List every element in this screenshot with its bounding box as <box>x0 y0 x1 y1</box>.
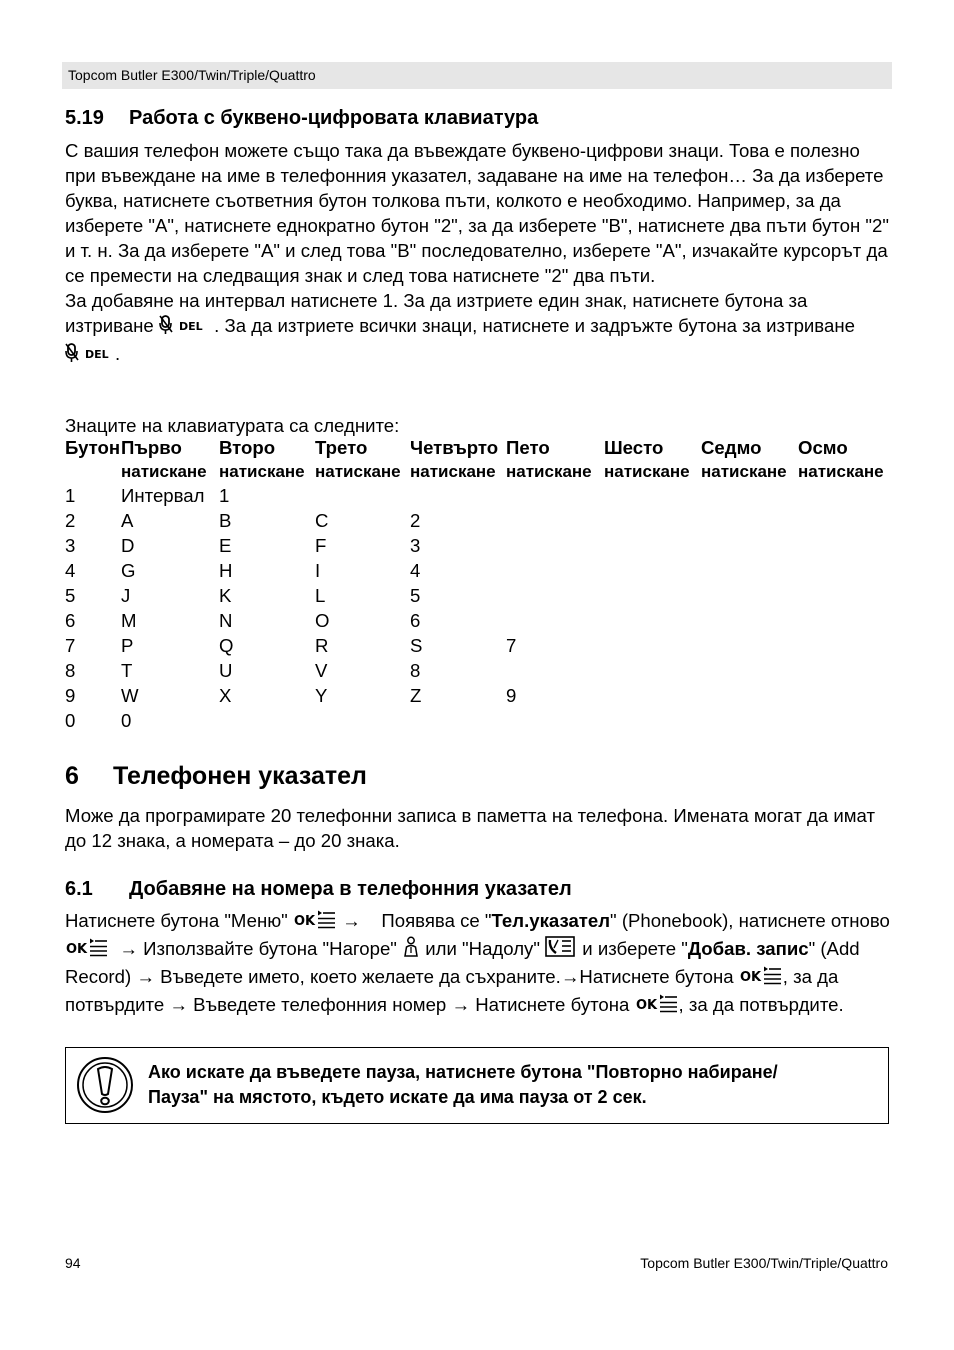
table-cell: 7 <box>65 635 76 656</box>
header-cell: Пето <box>506 437 550 458</box>
ok-menu-icon <box>739 966 783 992</box>
header-cell: Седмо <box>701 437 762 458</box>
svg-text:DEL: DEL <box>178 320 203 333</box>
subheader-cell: натискане <box>121 462 207 481</box>
svg-text:OK: OK <box>739 970 761 985</box>
table-cell: C <box>315 510 329 531</box>
subheader-cell: натискане <box>506 462 592 481</box>
svg-text:OK: OK <box>293 914 316 929</box>
table-cell: S <box>410 635 423 656</box>
table-cell: O <box>315 610 330 631</box>
table-cell: 3 <box>410 535 421 556</box>
table-cell: 6 <box>65 610 76 631</box>
table-cell: 1 <box>219 485 230 506</box>
table-cell: 1 <box>65 485 76 506</box>
section-number: 5.19 <box>65 107 104 129</box>
table-cell: A <box>121 510 134 531</box>
svg-text:DEL: DEL <box>85 348 109 361</box>
arrow: → <box>169 994 188 1015</box>
section-number: 6.1 <box>65 878 93 900</box>
arrow: → <box>560 966 580 987</box>
header-cell: Трето <box>315 437 368 458</box>
down-calllog-icon <box>545 936 577 964</box>
subheader-cell: натискане <box>701 462 787 481</box>
section-title: Добавяне на номера в телефонния указател <box>129 878 572 900</box>
table-row <box>65 585 895 610</box>
footer-title: Topcom Butler E300/Twin/Triple/Quattro <box>640 1255 888 1271</box>
table-cell: 5 <box>65 585 76 606</box>
table-cell: H <box>219 560 233 581</box>
section-6-1-heading <box>65 878 572 901</box>
table-cell: G <box>121 560 136 581</box>
svg-text:OK: OK <box>66 942 88 957</box>
warning-icon <box>76 1056 134 1119</box>
mute-delete-icon <box>159 315 209 341</box>
table-row <box>65 560 895 585</box>
header-cell: Второ <box>219 437 276 458</box>
table-cell: K <box>219 585 232 606</box>
section-title: Работа с буквено-цифровата клавиатура <box>129 107 539 129</box>
note-text <box>148 1060 778 1110</box>
table-cell: 2 <box>410 510 421 531</box>
table-row <box>65 485 895 510</box>
section-6-heading <box>65 762 367 791</box>
table-row <box>65 535 895 560</box>
note-line: Пауза" на мястото, където искате да има пауза от 2 сек. <box>148 1087 647 1107</box>
section-6-body: Може да програмирате 20 телефонни записа в паметта на телефона. Имената могат да имат до 12 знака, а номерата – до 20 знака. <box>65 805 875 851</box>
table-intro: Знаците на клавиатурата са следните: <box>65 415 400 436</box>
subheader-cell: натискане <box>798 462 884 481</box>
table-cell: D <box>121 535 135 556</box>
arrow: → <box>451 994 471 1015</box>
table-cell: I <box>315 560 321 581</box>
table-cell: 8 <box>410 660 421 681</box>
ok-menu-icon <box>65 938 109 964</box>
header-cell: Осмо <box>798 437 848 458</box>
running-header <box>62 62 892 89</box>
table-cell: P <box>121 635 134 656</box>
arrow: → <box>136 966 155 987</box>
table-cell: Z <box>410 685 422 706</box>
table-cell: 7 <box>506 635 517 656</box>
svg-text:OK: OK <box>635 998 657 1013</box>
table-cell: W <box>121 685 139 706</box>
table-cell: 4 <box>65 560 76 581</box>
table-cell: T <box>121 660 133 681</box>
table-row <box>65 660 895 685</box>
table-cell: R <box>315 635 329 656</box>
keyboard-table <box>65 437 895 735</box>
table-cell: F <box>315 535 327 556</box>
table-row <box>65 710 895 735</box>
ok-menu-icon <box>293 910 337 936</box>
table-cell: E <box>219 535 232 556</box>
table-cell: 9 <box>65 685 76 706</box>
header-cell: Четвърто <box>410 437 499 458</box>
table-cell: J <box>121 585 131 606</box>
subheader-cell: натискане <box>410 462 496 481</box>
note-line: Ако искате да въведете пауза, натиснете бутона "Повторно набиране/ <box>148 1062 778 1082</box>
table-cell: B <box>219 510 232 531</box>
table-cell: 0 <box>121 710 132 731</box>
up-phonebook-icon <box>402 936 420 964</box>
paragraph-delete: За добавяне на интервал натиснете 1. За да изтриете един знак, натиснете бутона за изтриване DEL . За да изтриете всички знаци, натиснете и задръжте бутона за изтриване DEL . <box>65 288 895 369</box>
note-box <box>65 1047 889 1124</box>
table-row <box>65 635 895 660</box>
running-header-title: Topcom Butler E300/Twin/Triple/Quattro <box>68 67 316 83</box>
table-cell: M <box>121 610 137 631</box>
subheader-cell: натискане <box>604 462 690 481</box>
table-cell: 4 <box>410 560 421 581</box>
header-cell: Бутон <box>65 437 121 458</box>
table-cell: 3 <box>65 535 76 556</box>
subheader-cell: натискане <box>219 462 305 481</box>
table-cell: 0 <box>65 710 76 731</box>
table-row <box>65 510 895 535</box>
section-5-19-body <box>65 138 895 369</box>
table-cell: Y <box>315 685 328 706</box>
section-number: 6 <box>65 762 79 790</box>
table-cell: Q <box>219 635 234 656</box>
table-cell: L <box>315 585 326 606</box>
table-subheader-row <box>65 462 895 485</box>
header-cell: Първо <box>121 437 182 458</box>
table-cell: U <box>219 660 233 681</box>
page-number: 94 <box>65 1255 81 1271</box>
mute-delete-icon <box>65 343 115 369</box>
section-6-1-body: Натиснете бутона "Меню" OK → Появява се "Тел.указател" (Phonebook), натиснете отново OK → Използвайте бутона "Нагоре" или "Надолу" и изберете "Добав. запис" (Add Record) → Въведете името, което желаете да съхраните.→Натиснете бутона OK , за да потвърдите → Въведете телефонния номер → Натиснете бутона OK , за да потвърдите. <box>65 908 895 1020</box>
table-cell: 2 <box>65 510 76 531</box>
table-cell: 6 <box>410 610 421 631</box>
table-row <box>65 685 895 710</box>
table-cell: X <box>219 685 232 706</box>
paragraph: С вашия телефон можете също така да въвеждате буквено-цифрови знаци. Това е полезно при въвеждане на име в телефонния указател, задаване на име на телефон… За да изберете буква, натиснете съответния бутон толкова пъти, колкото е необходимо. Например, за да изберете "A", натиснете еднократно бутон "2", за да изберете "B", натиснете два пъти бутон "2" и т. н. За да изберете "A" и след това "B" последователно, изберете "A", изчакайте курсорът да се премести на следващия знак и след това натиснете "2" два пъти. <box>65 140 889 286</box>
table-cell: N <box>219 610 233 631</box>
table-cell: Интервал <box>121 485 205 506</box>
ok-menu-icon <box>635 994 679 1020</box>
table-cell: 8 <box>65 660 76 681</box>
table-row <box>65 610 895 635</box>
header-cell: Шесто <box>604 437 664 458</box>
arrow: → <box>342 910 361 931</box>
section-title: Телефонен указател <box>113 762 367 790</box>
section-5-19-heading <box>65 107 538 130</box>
table-cell: 9 <box>506 685 517 706</box>
table-cell: 5 <box>410 585 421 606</box>
arrow: → <box>119 938 138 959</box>
table-cell: V <box>315 660 328 681</box>
table-body <box>65 485 895 735</box>
table-header-row <box>65 437 895 462</box>
subheader-cell: натискане <box>315 462 401 481</box>
